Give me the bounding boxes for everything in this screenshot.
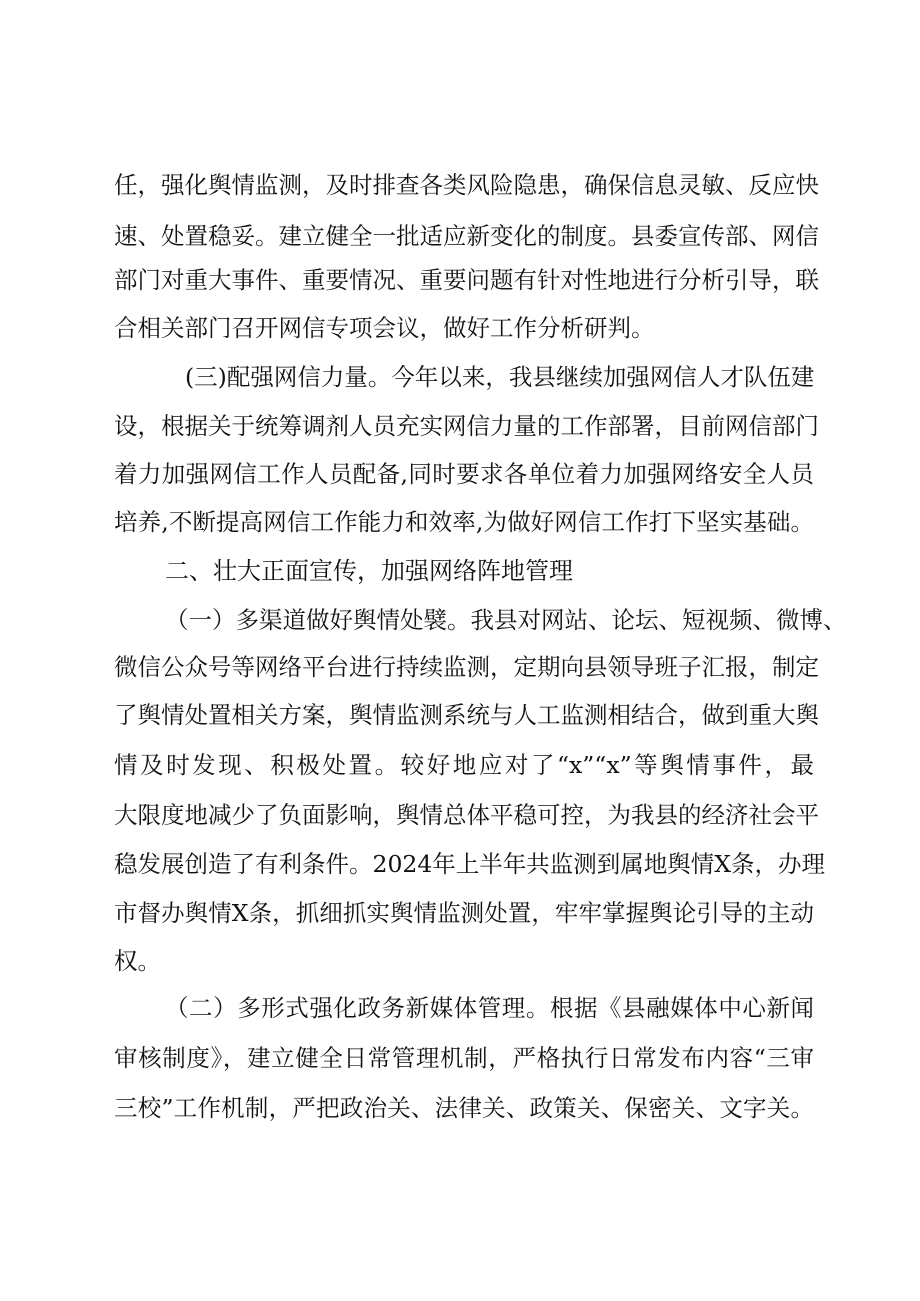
paragraph-3-line-8: 权。 [114,947,161,975]
paragraph-2-line-3: 着力加强网信工作人员配备,同时要求各单位着力加强网络安全人员 [114,460,814,488]
paragraph-4-line-1: （二）多形式强化政务新媒体管理。根据《县融媒体中心新闻 [165,994,814,1022]
paragraph-1-line-1: 任，强化舆情监测，及时排查各类风险隐患，确保信息灵敏、反应快 [114,171,819,199]
paragraph-3-line-1: （一）多渠道做好舆情处襞。我县对网站、论坛、短视频、微博、 [165,606,847,634]
paragraph-3-line-6: 稳发展创造了有利条件。2024年上半年共监测到属地舆情X条，办理 [114,850,826,878]
paragraph-3-line-7: 市督办舆情X条，抓细抓实舆情监测处置，牢牢掌握舆论引导的主动 [114,899,814,927]
section-heading-2: 二、壮大正面宣传，加强网络阵地管理 [165,557,573,585]
paragraph-3-line-5: 大限度地减少了负面影响，舆情总体平稳可控，为我县的经济社会平 [114,801,819,829]
paragraph-3-line-3: 了舆情处置相关方案，舆情监测系统与人工监测相结合，做到重大舆 [114,701,819,729]
paragraph-1-line-2: 速、处置稳妥。建立健全一批适应新变化的制度。县委宣传部、网信 [114,222,819,250]
paragraph-3-line-2: 微信公众号等网络平台进行持续监测，定期向县领导班子汇报，制定 [114,653,819,681]
paragraph-4-line-2: 审核制度》，建立健全日常管理机制，严格执行日常发布内容“三审 [114,1044,814,1072]
paragraph-1-line-4: 合相关部门召开网信专项会议，做好工作分析研判。 [114,314,655,342]
paragraph-4-line-3: 三校”工作机制，严把政治关、法律关、政策关、保密关、文字关。 [114,1094,814,1122]
paragraph-1-line-3: 部门对重大事件、重要情况、重要问题有针对性地进行分析引导，联 [114,266,819,294]
paragraph-3-line-4: 情及时发现、积极处置。较好地应对了“x”“x”等舆情事件，最 [114,751,814,779]
paragraph-2-line-2: 设，根据关于统筹调剂人员充实网信力量的工作部署，目前网信部门 [114,412,819,440]
paragraph-2-line-1: (三)配强网信力量。今年以来，我县继续加强网信人才队伍建 [185,363,815,391]
paragraph-2-line-4: 培养,不断提高网信工作能力和效率,为做好网信工作打下坚实基础。 [114,508,814,536]
